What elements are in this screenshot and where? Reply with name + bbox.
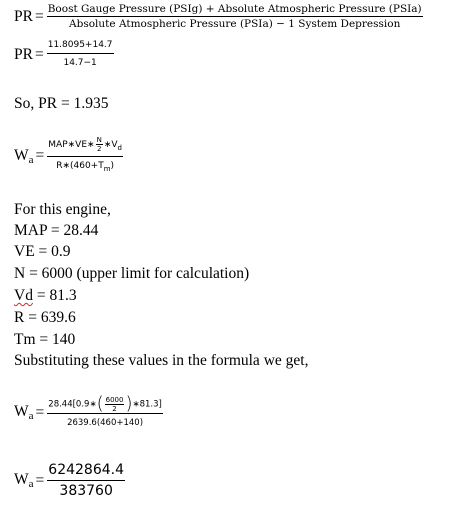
pr-definition-fraction [47,2,423,31]
wa-symbol: $W_a$ [14,471,34,490]
pr-label: PR [14,7,33,25]
equals-sign: = [35,147,45,165]
pr-definition-equation [14,2,423,31]
param-n: N = 6000 (upper limit for calculation) [14,265,250,282]
wa-substituted-fraction [47,395,163,430]
wa-final-denominator: 383760 [59,483,113,499]
n-over-2-fraction: $\frac{N}{2}$ [96,136,102,153]
param-ve: VE = 0.9 [14,243,71,260]
equals-sign: = [34,45,44,63]
param-vd: Vd = 81.3 [14,287,77,304]
param-r: R = 639.6 [14,309,76,326]
spellcheck-flagged-word[interactable]: Vd [14,287,33,304]
equals-sign: = [35,403,45,421]
wa-symbol: $W_a$ [14,403,34,422]
pr-result-text: So, PR = 1.935 [14,95,109,112]
pr-definition-denominator: Absolute Atmospheric Pressure (PSIa) − 1 System Depression [69,18,401,30]
wa-substituted-denominator: 2639.6(460+140) [67,418,144,428]
pr-substituted-numerator: 11.8095+14.7 [47,38,114,54]
pr-substituted-denominator: 14.7−1 [63,58,97,68]
wa-final-equation [14,460,125,501]
param-map: MAP = 28.44 [14,222,99,239]
pr-substituted-fraction [47,38,114,71]
6000-over-2-fraction: $\frac{6000}{2}$ [105,395,124,413]
substituting-text: Substituting these values in the formula we get, [14,352,309,369]
pr-label: PR [14,45,33,63]
wa-final-fraction [47,460,125,501]
param-tm: Tm = 140 [14,331,76,348]
wa-formula-numerator: MAP∗VE∗ $\frac{N}{2}$ $∗V_d$ [47,136,123,157]
wa-substituted-equation [14,395,163,430]
wa-substituted-numerator: 28.44[0.9∗ ( $\frac{6000}{2}$ ) ∗81.3] [48,393,162,414]
wa-final-numerator: 6242864.4 [47,460,125,481]
wa-formula-equation [14,136,123,177]
wa-formula-fraction [47,136,123,177]
wa-formula-denominator: $R∗(460+T_m)$ [56,160,115,173]
pr-definition-numerator: Boost Gauge Pressure (PSIg) + Absolute Atmospheric Pressure (PSIa) [47,3,422,15]
equals-sign: = [35,471,45,489]
equals-sign: = [34,7,44,25]
engine-intro-text: For this engine, [14,201,111,218]
pr-substituted-equation [14,38,114,71]
wa-symbol: $W_a$ [14,146,34,166]
